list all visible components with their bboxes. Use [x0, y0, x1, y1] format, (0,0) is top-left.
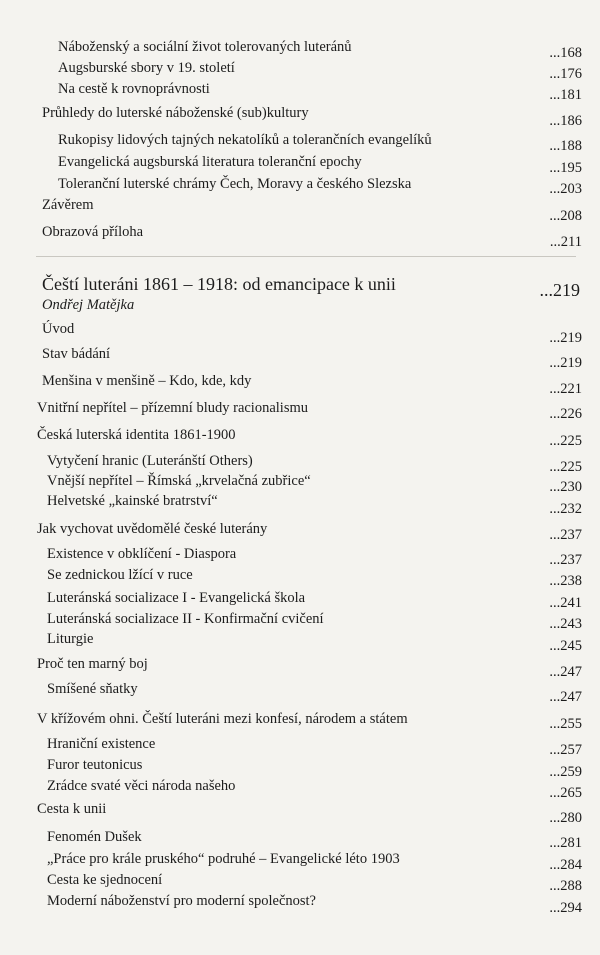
entry-page: ...255 [549, 716, 582, 732]
entry-title: Smíšené sňatky [47, 681, 138, 697]
entry-page: ...288 [549, 878, 582, 894]
entry-page: ...186 [549, 113, 582, 129]
chapter-heading [0, 274, 600, 300]
entry-page: ...221 [549, 381, 582, 397]
entry-page: ...257 [549, 742, 582, 758]
toc-entry [0, 777, 600, 801]
toc-entry [0, 828, 600, 851]
entry-page: ...211 [549, 234, 582, 250]
entry-title: „Práce pro krále pruského“ podruhé – Evangelické léto 1903 [47, 851, 400, 867]
entry-page: ...245 [549, 638, 582, 654]
entry-page: ...294 [549, 900, 582, 916]
entry-page: ...232 [549, 501, 582, 517]
entry-page: ...219 [549, 355, 582, 371]
entry-title: Úvod [42, 321, 75, 337]
entry-title: Luteránská socializace II - Konfirmační cvičení [47, 611, 324, 627]
entry-title: Se zednickou lžící v ruce [47, 567, 193, 583]
toc-entry [0, 756, 600, 780]
toc-entry [0, 153, 600, 176]
entry-page: ...195 [549, 160, 582, 176]
toc-entry [0, 38, 600, 61]
entry-title: Helvetské „kainské bratrství“ [47, 493, 218, 509]
toc-entry [0, 710, 600, 730]
entry-page: ...237 [549, 527, 582, 543]
toc-entry [0, 545, 600, 568]
entry-title: Vytyčení hranic (Luteránští Others) [47, 453, 253, 469]
toc-entry [0, 320, 600, 346]
toc-entry [0, 59, 600, 82]
toc-entry [0, 680, 600, 705]
toc-entry [0, 345, 600, 371]
entry-title: Jak vychovat uvědomělé české luterány [37, 521, 268, 537]
entry-page: ...243 [549, 616, 582, 632]
toc-entry [0, 80, 600, 103]
entry-page: ...226 [549, 406, 582, 422]
entry-page: ...237 [549, 552, 582, 568]
toc-entry [0, 104, 600, 129]
entry-title: Závěrem [42, 197, 94, 213]
toc-entry [0, 850, 600, 873]
entry-title: Náboženský a sociální život tolerovaných luteránů [58, 39, 352, 55]
toc-entry [0, 892, 600, 916]
entry-page: ...225 [549, 459, 582, 475]
toc-entry [0, 610, 600, 630]
entry-page: ...208 [549, 208, 582, 224]
entry-title: Toleranční luterské chrámy Čech, Moravy a českého Slezska [58, 176, 412, 192]
entry-title: Cesta k unii [37, 801, 107, 817]
chapter-author: Ondřej Matějka [42, 297, 135, 313]
chapter-title: Čeští luteráni 1861 – 1918: od emancipace k unii [42, 274, 396, 294]
toc-entry [0, 520, 600, 543]
entry-title: Obrazová příloha [42, 224, 144, 240]
toc-entry [0, 426, 600, 449]
entry-page: ...265 [549, 785, 582, 801]
toc-entry [0, 735, 600, 758]
entry-page: ...238 [549, 573, 582, 589]
toc-entry [0, 196, 600, 224]
entry-title: Menšina v menšině – Kdo, kde, kdy [42, 373, 252, 389]
entry-page: ...259 [549, 764, 582, 780]
toc-entry [0, 630, 600, 654]
toc-entry [0, 372, 600, 397]
entry-title: Fenomén Dušek [47, 829, 142, 845]
entry-title: Hraniční existence [47, 736, 156, 752]
entry-page: ...181 [549, 87, 582, 103]
entry-title: Proč ten marný boj [37, 656, 148, 672]
toc-entry [0, 399, 600, 422]
entry-title: Moderní náboženství pro moderní společnost? [47, 893, 316, 909]
entry-page: ...219 [549, 330, 582, 346]
entry-page: ...280 [549, 810, 582, 826]
entry-title: Průhledy do luterské náboženské (sub)kultury [42, 105, 309, 121]
toc-entry [0, 472, 600, 495]
entry-page: ...284 [549, 857, 582, 873]
toc-entry [0, 131, 600, 154]
toc-entry [0, 492, 600, 517]
entry-page: ...225 [549, 433, 582, 449]
toc-entry [0, 566, 600, 589]
toc-entry [0, 871, 600, 894]
entry-title: Vnitřní nepřítel – přízemní bludy racionalismu [37, 400, 309, 416]
toc-entry [0, 800, 600, 826]
entry-title: Existence v obklíčení - Diaspora [47, 546, 237, 562]
entry-title: Cesta ke sjednocení [47, 872, 163, 888]
entry-page: ...247 [549, 664, 582, 680]
entry-page: ...247 [549, 689, 582, 705]
toc-entry [0, 223, 600, 250]
entry-title: Na cestě k rovnoprávnosti [58, 81, 210, 97]
entry-title: Česká luterská identita 1861-1900 [37, 427, 236, 443]
entry-title: Rukopisy lidových tajných nekatolíků a tolerančních evangelíků [58, 132, 432, 148]
entry-page: ...188 [549, 138, 582, 154]
entry-page: ...230 [549, 479, 582, 495]
entry-title: Augsburské sbory v 19. století [58, 60, 235, 76]
entry-page: ...281 [549, 835, 582, 851]
entry-title: Luteránská socializace I - Evangelická škola [47, 590, 306, 606]
toc-entry [0, 175, 600, 195]
entry-title: Zrádce svaté věci národa našeho [47, 778, 236, 794]
entry-page: ...203 [549, 181, 582, 197]
toc-entry [0, 452, 600, 475]
chapter-page: ...219 [539, 280, 580, 300]
entry-page: ...241 [549, 595, 582, 611]
divider [36, 256, 576, 257]
toc-entry [0, 655, 600, 680]
toc-entry [0, 589, 600, 609]
entry-title: Vnější nepřítel – Římská „krvelačná zubřice“ [47, 473, 311, 489]
entry-title: Liturgie [47, 631, 94, 647]
entry-page: ...176 [549, 66, 582, 82]
entry-title: Stav bádání [42, 346, 111, 362]
entry-title: Furor teutonicus [47, 757, 143, 773]
entry-title: Evangelická augsburská literatura toleranční epochy [58, 154, 362, 170]
entry-page: ...168 [549, 45, 582, 61]
entry-title: V křížovém ohni. Čeští luteráni mezi konfesí, národem a státem [37, 711, 408, 727]
